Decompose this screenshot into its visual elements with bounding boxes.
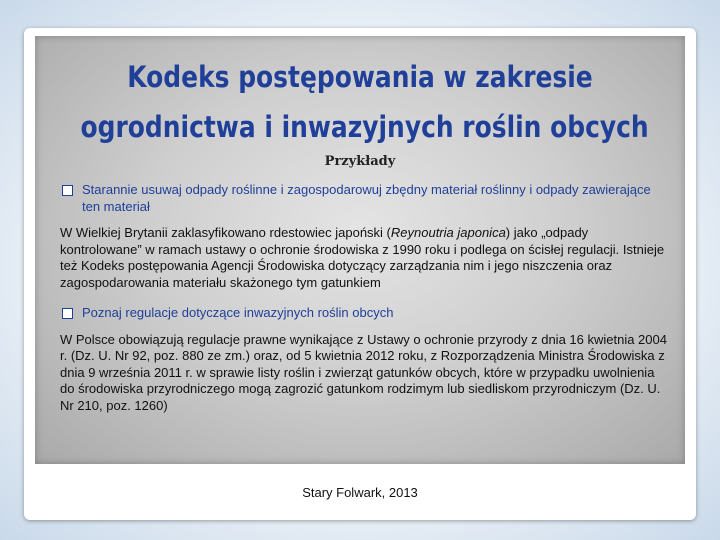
slide-content bbox=[60, 182, 670, 414]
slide-title-line-2: ogrodnictwa i inwazyjnych roślin obcych bbox=[80, 110, 649, 144]
slide-title bbox=[80, 52, 649, 152]
footer-caption: Stary Folwark, 2013 bbox=[302, 485, 418, 500]
bullet-item-waste bbox=[60, 182, 670, 215]
slide-title-line-1: Kodeks postępowania w zakresie bbox=[127, 60, 593, 94]
paragraph-uk-text-start: W Wielkiej Brytanii zaklasyfikowano rdestowiec japoński ( bbox=[60, 225, 391, 240]
checkbox-square-icon bbox=[62, 185, 73, 196]
checkbox-square-icon bbox=[62, 308, 73, 319]
paragraph-uk-regulation bbox=[60, 225, 670, 291]
species-latin-name: Reynoutria japonica bbox=[390, 225, 506, 240]
bullet-text-waste: Starannie usuwaj odpady roślinne i zagospodarowuj zbędny materiał roślinny i odpady zawierające ten materiał bbox=[82, 182, 651, 214]
section-subtitle: Przykłady bbox=[324, 154, 396, 169]
paragraph-poland-regulation: W Polsce obowiązują regulacje prawne wynikające z Ustawy o ochronie przyrody z dnia 16 kwietnia 2004 r. (Dz. U. Nr 92, poz. 880 ze zm.) oraz, od 5 kwietnia 2012 roku, z Rozporządzenia Ministra Środowiska z dnia 9 września 2011 r. w sprawie listy roślin i zwierząt gatunków obcych, które w przypadku uwolnienia do środowiska przyrodniczego mogą zagrozić gatunkom rodzimym lub siedliskom przyrodniczym (Dz. U. Nr 210, poz. 1260) bbox=[60, 331, 667, 413]
bullet-item-regulations bbox=[60, 305, 670, 322]
paragraph-uk-text-end: ) jako „odpady kontrolowane” w ramach ustawy o ochronie środowiska z 1990 roku i podlega on ścisłej regulacji. Istnieje też Kodeks postępowania Agencji Środowiska dotyczący zarządzania nim i jego niszczenia oraz zagospodarowania materiału skażonego tym gatunkiem bbox=[60, 225, 665, 290]
bullet-text-regulations: Poznaj regulacje dotyczące inwazyjnych roślin obcych bbox=[82, 305, 394, 320]
